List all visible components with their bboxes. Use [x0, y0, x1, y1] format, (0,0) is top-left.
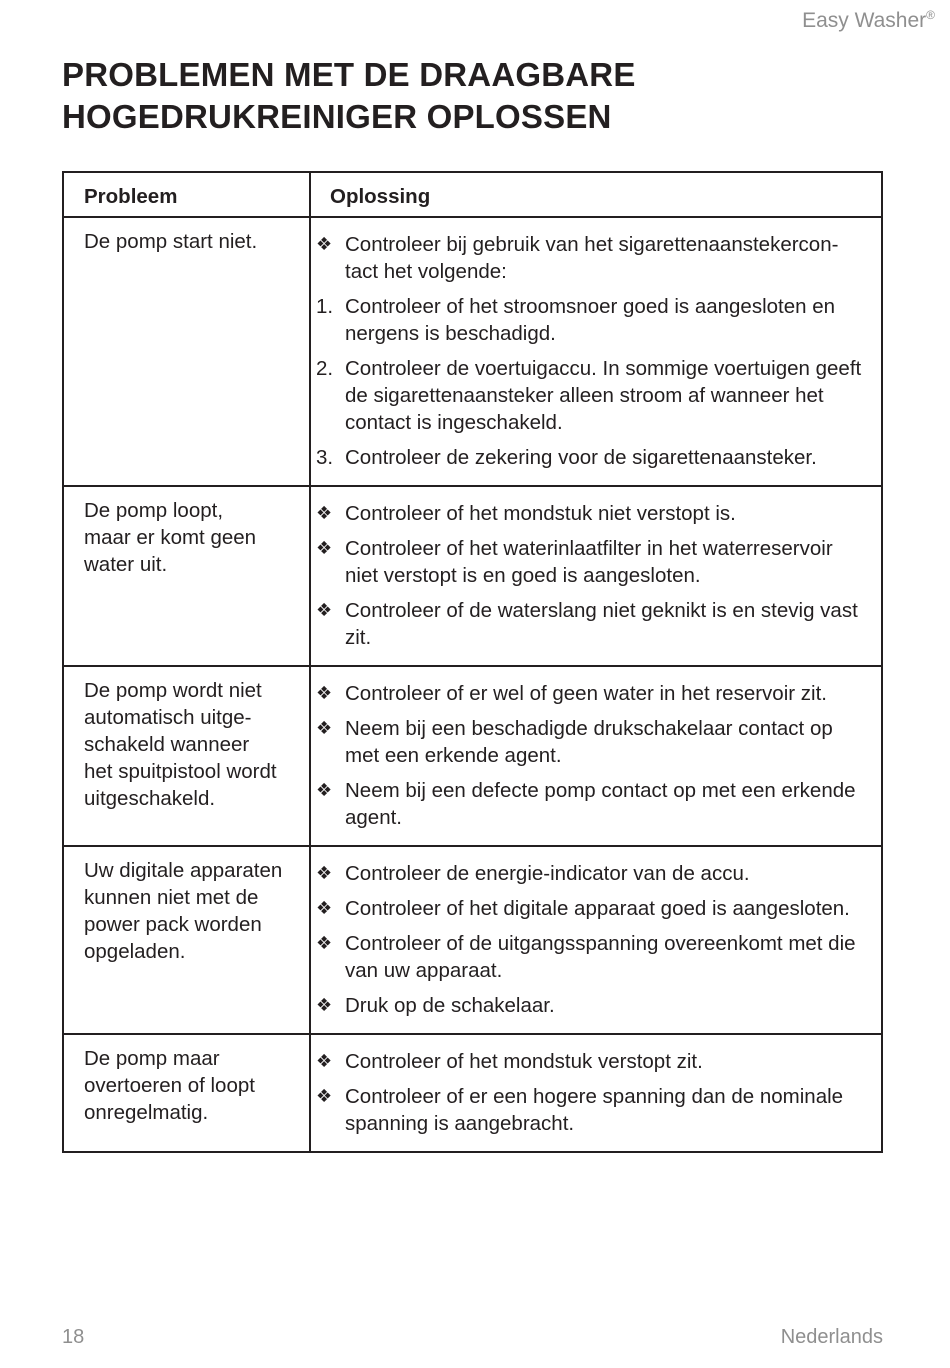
bullet-icon: ❖: [316, 503, 333, 523]
solution-cell: [310, 217, 882, 486]
table-header-row: [63, 172, 882, 217]
step-number: 2.: [316, 357, 334, 380]
brand-text: Easy Washer: [802, 9, 927, 32]
table-row: [63, 666, 882, 846]
problem-cell: [63, 846, 310, 1034]
solution-text: Druk op de schakelaar.: [345, 994, 555, 1017]
bullet-icon: ❖: [316, 600, 333, 620]
problem-text: Uw digitale apparaten kunnen niet met de power pack worden opgeladen.: [84, 859, 283, 963]
solution-text: Neem bij een beschadigde drukschakelaar contact op met een erkende agent.: [345, 717, 833, 767]
solution-text: Controleer de energie-indicator van de accu.: [345, 862, 750, 885]
solution-item: [316, 1048, 865, 1075]
bullet-icon: ❖: [316, 863, 333, 883]
problem-text: De pomp start niet.: [84, 230, 258, 253]
solution-item: [316, 597, 865, 651]
table-row: [63, 217, 882, 486]
solution-cell: [310, 666, 882, 846]
table-row: [63, 846, 882, 1034]
bullet-icon: ❖: [316, 995, 333, 1015]
page-number: 18: [62, 1326, 85, 1348]
solution-text: Controleer of het stroomsnoer goed is aangesloten en nergens is beschadigd.: [345, 295, 836, 345]
table-row: [63, 1034, 882, 1152]
bullet-icon: ❖: [316, 1051, 333, 1071]
solution-text: Controleer de zekering voor de sigarettenaansteker.: [345, 446, 817, 469]
bullet-icon: ❖: [316, 683, 333, 703]
solution-item: [316, 500, 865, 527]
solution-item: [316, 930, 865, 984]
table-row: [63, 486, 882, 666]
bullet-icon: ❖: [316, 898, 333, 918]
solution-cell: [310, 486, 882, 666]
bullet-icon: ❖: [316, 538, 333, 558]
problem-cell: [63, 1034, 310, 1152]
solution-text: Controleer of het mondstuk verstopt zit.: [345, 1050, 703, 1073]
solution-item: [316, 231, 865, 285]
bullet-icon: ❖: [316, 780, 333, 800]
bullet-icon: ❖: [316, 234, 333, 254]
troubleshooting-table: [62, 171, 883, 1153]
solution-item: [316, 895, 865, 922]
footer-language: Nederlands: [780, 1326, 883, 1348]
problem-text: De pomp loopt, maar er komt geen water uit.: [84, 499, 257, 576]
solution-item: [316, 777, 865, 831]
solution-item: [316, 293, 865, 347]
solution-cell: [310, 1034, 882, 1152]
solution-text: Controleer of er een hogere spanning dan de nominale spanning is aangebracht.: [345, 1085, 844, 1135]
registered-mark: ®: [926, 8, 935, 22]
bullet-icon: ❖: [316, 718, 333, 738]
solution-text: Controleer de voertuigaccu. In sommige voertuigen geeft de sigarettenaansteker alleen stroom af wanneer het contact is ingeschakeld.: [345, 357, 862, 434]
solution-text: Controleer bij gebruik van het sigarettenaanstekercon- tact het volgende:: [345, 233, 839, 283]
problem-text: De pomp wordt niet automatisch uitge- schakeld wanneer het spuitpistool wordt uitgeschakeld.: [84, 679, 277, 810]
solution-text: Controleer of de uitgangsspanning overeenkomt met die van uw apparaat.: [345, 932, 856, 982]
solution-item: [316, 1083, 865, 1137]
problem-cell: [63, 217, 310, 486]
solution-item: [316, 535, 865, 589]
solution-item: [316, 355, 865, 436]
solution-text: Controleer of het mondstuk niet verstopt is.: [345, 502, 736, 525]
problem-cell: [63, 666, 310, 846]
problem-text: De pomp maar overtoeren of loopt onregelmatig.: [84, 1047, 255, 1124]
problem-cell: [63, 486, 310, 666]
solution-text: Controleer of het digitale apparaat goed is aangesloten.: [345, 897, 850, 920]
solution-item: [316, 680, 865, 707]
solution-item: [316, 992, 865, 1019]
bullet-icon: ❖: [316, 1086, 333, 1106]
solution-item: [316, 715, 865, 769]
brand-name: [802, 9, 935, 33]
solution-item: [316, 860, 865, 887]
solution-text: Neem bij een defecte pomp contact op met een erkende agent.: [345, 779, 856, 829]
step-number: 3.: [316, 446, 334, 469]
solution-text: Controleer of het waterinlaatfilter in het waterreservoir niet verstopt is en goed is aangesloten.: [345, 537, 833, 587]
solution-text: Controleer of er wel of geen water in het reservoir zit.: [345, 682, 827, 705]
page-title: [62, 54, 636, 138]
solution-item: [316, 444, 865, 471]
title-line-2: HOGEDRUKREINIGER OPLOSSEN: [62, 98, 612, 135]
title-line-1: PROBLEMEN MET DE DRAAGBARE: [62, 56, 636, 93]
solution-cell: [310, 846, 882, 1034]
bullet-icon: ❖: [316, 933, 333, 953]
step-number: 1.: [316, 295, 334, 318]
solution-text: Controleer of de waterslang niet geknikt is en stevig vast zit.: [345, 599, 858, 649]
column-header-problem: Probleem: [63, 172, 310, 217]
column-header-solution: Oplossing: [310, 172, 882, 217]
